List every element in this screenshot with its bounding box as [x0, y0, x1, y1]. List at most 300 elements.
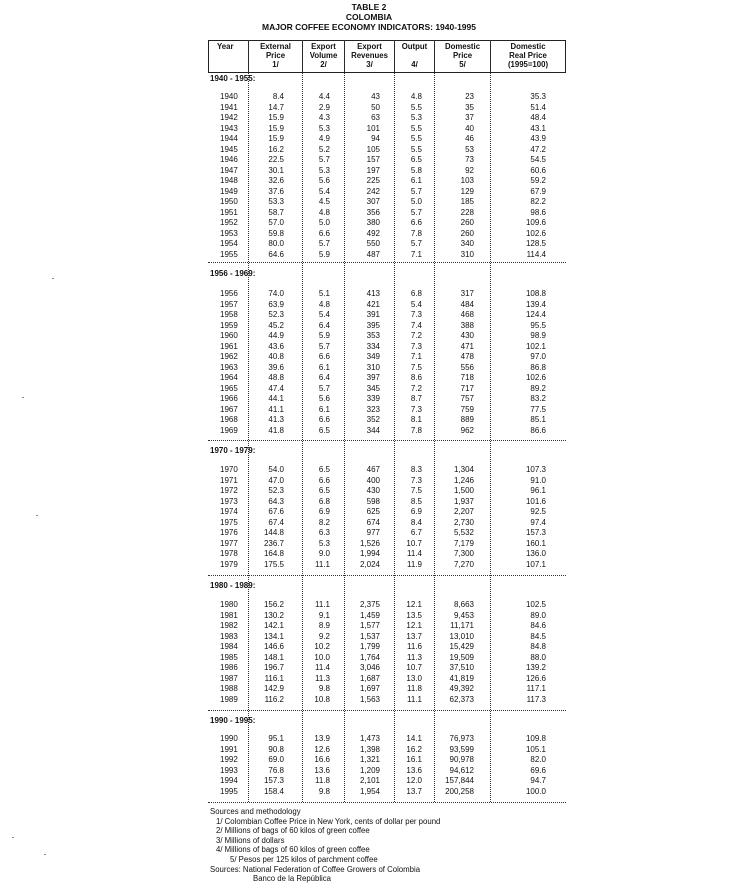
cell-domestic-price: 23 — [465, 92, 474, 101]
table-row — [208, 208, 566, 219]
cell-external-price: 53.3 — [268, 197, 284, 206]
cell-domestic-real-price: 139.2 — [525, 663, 546, 672]
cell-domestic-price: 40 — [465, 123, 474, 133]
cell-year: 1947 — [220, 165, 238, 175]
cell-export-revenues: 413 — [366, 289, 380, 298]
cell-export-volume: 4.8 — [318, 299, 330, 309]
cell-export-volume: 6.5 — [318, 465, 330, 474]
cell-export-volume: 8.9 — [318, 621, 330, 630]
cell-domestic-price: 484 — [460, 299, 474, 309]
cell-domestic-real-price: 102.6 — [525, 228, 546, 238]
cell-domestic-price: 7,179 — [453, 538, 474, 548]
column-header-line — [395, 51, 434, 60]
table-row — [208, 239, 566, 250]
table-row — [208, 187, 566, 198]
cell-year: 1973 — [220, 496, 238, 506]
cell-domestic-real-price: 48.4 — [530, 113, 546, 122]
cell-external-price: 130.2 — [263, 610, 284, 620]
table-row — [208, 218, 566, 229]
column-header-line: Revenues — [351, 51, 388, 60]
cell-external-price: 39.6 — [268, 362, 284, 372]
cell-year: 1972 — [220, 486, 238, 495]
cell-year: 1940 — [220, 92, 238, 101]
section-divider — [208, 262, 566, 263]
column-rule — [302, 40, 303, 802]
section-divider — [208, 440, 566, 441]
column-header-line: Domestic — [444, 42, 481, 51]
table-row — [208, 642, 566, 653]
column-header-export-volume — [303, 41, 345, 72]
cell-domestic-real-price: 107.1 — [525, 559, 546, 569]
cell-domestic-price: 310 — [460, 249, 474, 259]
cell-output: 6.7 — [410, 528, 422, 537]
cell-export-revenues: 1,577 — [359, 621, 380, 630]
cell-domestic-price: 556 — [460, 362, 474, 372]
table-row — [208, 176, 566, 187]
cell-external-price: 44.1 — [268, 394, 284, 403]
cell-domestic-real-price: 157.3 — [525, 528, 546, 537]
cell-domestic-price: 49,392 — [449, 684, 474, 693]
cell-output: 5.0 — [410, 197, 422, 206]
cell-export-volume: 6.6 — [318, 228, 330, 238]
cell-year: 1980 — [220, 600, 238, 609]
cell-domestic-price: 1,500 — [453, 486, 474, 495]
cell-domestic-real-price: 107.3 — [525, 465, 546, 474]
cell-external-price: 15.9 — [268, 134, 284, 143]
cell-output: 7.3 — [410, 310, 422, 319]
cell-output: 5.5 — [410, 102, 422, 112]
cell-export-volume: 9.0 — [318, 549, 330, 558]
cell-export-volume: 6.9 — [318, 507, 330, 516]
cell-export-revenues: 1,473 — [359, 734, 380, 743]
cell-output: 11.1 — [407, 694, 422, 704]
cell-output: 11.6 — [407, 642, 422, 651]
cell-year: 1967 — [220, 404, 238, 414]
cell-domestic-real-price: 92.5 — [530, 507, 546, 516]
cell-external-price: 43.6 — [268, 341, 284, 351]
cell-external-price: 30.1 — [268, 165, 284, 175]
cell-export-revenues: 1,321 — [359, 755, 380, 764]
period-rows — [208, 600, 566, 705]
cell-export-revenues: 339 — [366, 394, 380, 403]
cell-export-volume: 2.9 — [318, 102, 330, 112]
cell-output: 16.1 — [406, 755, 422, 764]
cell-output: 8.1 — [410, 415, 422, 424]
cell-output: 6.9 — [410, 507, 422, 516]
cell-output: 7.1 — [410, 249, 422, 259]
table-row — [208, 342, 566, 353]
cell-export-volume: 5.7 — [318, 239, 330, 248]
cell-domestic-real-price: 85.1 — [530, 415, 546, 424]
cell-domestic-price: 228 — [460, 207, 474, 217]
cell-export-volume: 5.6 — [318, 394, 330, 403]
cell-export-volume: 6.3 — [318, 528, 330, 537]
cell-export-volume: 6.1 — [318, 404, 330, 414]
cell-export-revenues: 356 — [366, 207, 380, 217]
note-3: 3/ Millions of dollars — [216, 835, 285, 845]
cell-year: 1982 — [220, 621, 238, 630]
cell-export-volume: 5.7 — [318, 341, 330, 351]
cell-external-price: 41.8 — [268, 425, 284, 435]
cell-export-revenues: 105 — [366, 144, 380, 154]
cell-domestic-real-price: 109.6 — [525, 218, 546, 227]
cell-year: 1993 — [220, 765, 238, 775]
notes-heading: Sources and methodology — [210, 807, 301, 816]
column-rule — [490, 40, 491, 802]
cell-domestic-price: 260 — [460, 228, 474, 238]
cell-domestic-real-price: 94.7 — [530, 776, 546, 785]
cell-domestic-real-price: 84.5 — [530, 631, 546, 641]
note-5: 5/ Pesos per 125 kilos of parchment coffee — [230, 854, 378, 864]
cell-domestic-price: 260 — [460, 218, 474, 227]
cell-export-revenues: 1,459 — [359, 610, 380, 620]
cell-export-revenues: 43 — [371, 92, 380, 101]
cell-domestic-real-price: 114.4 — [526, 249, 546, 259]
cell-year: 1962 — [220, 352, 238, 361]
cell-export-volume: 6.4 — [318, 320, 330, 330]
period-rows — [208, 289, 566, 436]
cell-domestic-real-price: 59.2 — [530, 176, 546, 185]
cell-domestic-real-price: 102.5 — [525, 600, 546, 609]
cell-external-price: 80.0 — [268, 239, 284, 248]
scan-speck — [44, 854, 46, 855]
cell-export-volume: 5.2 — [318, 144, 330, 154]
cell-export-volume: 4.3 — [318, 113, 330, 122]
cell-export-volume: 6.1 — [318, 362, 330, 372]
cell-export-revenues: 225 — [366, 176, 380, 185]
table-row — [208, 684, 566, 695]
table-row — [208, 145, 566, 156]
cell-year: 1971 — [220, 475, 238, 485]
table-row — [208, 310, 566, 321]
cell-output: 11.3 — [407, 652, 422, 662]
cell-output: 7.2 — [410, 331, 422, 340]
cell-export-revenues: 1,764 — [359, 652, 380, 662]
cell-export-revenues: 1,954 — [359, 786, 380, 796]
table-row — [208, 405, 566, 416]
cell-export-revenues: 1,398 — [359, 744, 380, 754]
cell-output: 5.7 — [410, 239, 422, 248]
column-header-line: 4/ — [411, 60, 418, 69]
cell-domestic-price: 73 — [465, 155, 474, 164]
cell-year: 1979 — [220, 559, 238, 569]
period-label: 1956 - 1969: — [210, 269, 256, 278]
cell-domestic-price: 1,246 — [453, 475, 474, 485]
cell-external-price: 8.4 — [272, 92, 284, 101]
cell-external-price: 32.6 — [268, 176, 284, 185]
column-header-line: (1995=100) — [507, 60, 549, 69]
cell-output: 13.6 — [406, 765, 422, 775]
cell-output: 7.3 — [410, 404, 422, 414]
cell-export-volume: 11.1 — [315, 559, 330, 569]
cell-output: 7.2 — [410, 383, 422, 393]
cell-export-revenues: 2,375 — [359, 600, 380, 609]
cell-output: 12.1 — [406, 621, 422, 630]
cell-domestic-price: 2,207 — [453, 507, 474, 516]
table-row — [208, 321, 566, 332]
cell-external-price: 52.3 — [268, 310, 284, 319]
cell-external-price: 116.2 — [264, 694, 284, 704]
cell-export-revenues: 1,537 — [359, 631, 380, 641]
cell-external-price: 142.1 — [263, 621, 284, 630]
cell-year: 1975 — [220, 517, 238, 527]
cell-domestic-real-price: 101.6 — [525, 496, 546, 506]
table-row — [208, 363, 566, 374]
cell-domestic-real-price: 82.0 — [530, 755, 546, 764]
scan-speck — [52, 278, 54, 279]
table-row — [208, 197, 566, 208]
column-header-line: 1/ — [272, 60, 279, 69]
period-rows — [208, 465, 566, 570]
cell-external-price: 67.6 — [268, 507, 284, 516]
cell-domestic-price: 1,937 — [453, 496, 474, 506]
cell-export-revenues: 50 — [371, 102, 380, 112]
cell-output: 5.7 — [410, 207, 422, 217]
cell-export-revenues: 3,046 — [359, 663, 380, 672]
cell-domestic-price: 2,730 — [453, 517, 474, 527]
cell-output: 8.6 — [410, 373, 422, 382]
cell-output: 4.8 — [410, 92, 422, 101]
column-header-line — [217, 51, 248, 60]
cell-year: 1977 — [220, 538, 238, 548]
table-row — [208, 560, 566, 571]
cell-domestic-real-price: 89.0 — [530, 610, 546, 620]
cell-output: 16.2 — [406, 744, 422, 754]
period-rows — [208, 734, 566, 797]
cell-output: 7.5 — [410, 486, 422, 495]
cell-export-volume: 6.6 — [318, 415, 330, 424]
cell-export-revenues: 242 — [366, 186, 380, 196]
cell-year: 1961 — [220, 341, 238, 351]
table-row — [208, 134, 566, 145]
column-header-line: Real Price — [509, 51, 547, 60]
cell-export-revenues: 430 — [366, 486, 380, 495]
cell-export-volume: 9.8 — [318, 786, 330, 796]
column-header-line: Price — [452, 51, 473, 60]
cell-external-price: 47.4 — [268, 383, 284, 393]
cell-external-price: 58.7 — [268, 207, 284, 217]
cell-domestic-real-price: 102.6 — [525, 373, 546, 382]
cell-export-volume: 10.2 — [314, 642, 330, 651]
cell-year: 1990 — [220, 734, 238, 743]
column-header-domestic-price — [435, 41, 491, 72]
cell-domestic-real-price: 54.5 — [530, 155, 546, 164]
cell-export-revenues: 977 — [366, 528, 380, 537]
cell-export-revenues: 598 — [366, 496, 380, 506]
section-divider — [208, 575, 566, 576]
cell-domestic-price: 8,663 — [453, 600, 474, 609]
cell-domestic-price: 46 — [465, 134, 474, 143]
cell-export-volume: 4.9 — [318, 134, 330, 143]
column-header-external-price — [249, 41, 303, 72]
cell-domestic-price: 471 — [460, 341, 474, 351]
cell-external-price: 15.9 — [268, 123, 284, 133]
cell-export-revenues: 492 — [366, 228, 380, 238]
cell-domestic-price: 129 — [460, 186, 474, 196]
cell-domestic-price: 13,010 — [449, 631, 474, 641]
cell-domestic-price: 53 — [465, 144, 474, 154]
table-row — [208, 394, 566, 405]
cell-output: 11.4 — [407, 549, 422, 558]
table-row — [208, 653, 566, 664]
cell-domestic-real-price: 77.5 — [530, 404, 546, 414]
cell-external-price: 156.2 — [263, 600, 284, 609]
cell-export-revenues: 625 — [366, 507, 380, 516]
cell-export-revenues: 345 — [366, 383, 380, 393]
cell-export-revenues: 395 — [366, 320, 380, 330]
cell-external-price: 134.1 — [263, 631, 284, 641]
cell-year: 1952 — [220, 218, 238, 227]
cell-year: 1966 — [220, 394, 238, 403]
cell-year: 1995 — [220, 786, 238, 796]
cell-domestic-price: 157,844 — [445, 776, 474, 785]
cell-export-volume: 12.6 — [314, 744, 330, 754]
cell-domestic-real-price: 102.1 — [525, 341, 546, 351]
cell-domestic-real-price: 139.4 — [525, 299, 546, 309]
table-title — [0, 2, 738, 32]
cell-output: 7.5 — [410, 362, 422, 372]
cell-export-revenues: 391 — [366, 310, 380, 319]
table-row — [208, 92, 566, 103]
cell-domestic-real-price: 96.1 — [530, 486, 546, 495]
cell-output: 5.5 — [410, 134, 422, 143]
cell-domestic-real-price: 89.2 — [530, 383, 546, 393]
cell-export-volume: 6.8 — [318, 496, 330, 506]
cell-output: 8.3 — [410, 465, 422, 474]
cell-export-volume: 10.8 — [314, 694, 330, 704]
cell-export-revenues: 323 — [366, 404, 380, 414]
table-row — [208, 166, 566, 177]
cell-export-revenues: 334 — [366, 341, 380, 351]
cell-domestic-price: 93,599 — [449, 744, 474, 754]
cell-export-revenues: 397 — [366, 373, 380, 382]
cell-external-price: 144.8 — [263, 528, 284, 537]
cell-year: 1978 — [220, 549, 238, 558]
cell-external-price: 47.0 — [268, 475, 284, 485]
cell-year: 1994 — [220, 776, 238, 785]
cell-export-volume: 4.8 — [318, 207, 330, 217]
cell-output: 7.8 — [410, 425, 422, 435]
period-label: 1990 - 1995: — [210, 716, 256, 725]
cell-domestic-price: 759 — [460, 404, 474, 414]
cell-output: 8.7 — [410, 394, 422, 403]
cell-year: 1958 — [220, 310, 238, 319]
cell-output: 8.4 — [410, 517, 422, 527]
cell-year: 1969 — [220, 425, 238, 435]
cell-domestic-real-price: 82.2 — [530, 197, 546, 206]
column-header-domestic-real-price — [491, 41, 565, 72]
table-row — [208, 776, 566, 787]
table-row — [208, 415, 566, 426]
column-rule — [248, 40, 249, 802]
cell-external-price: 90.8 — [268, 744, 284, 754]
column-header-year — [209, 41, 249, 72]
table-row — [208, 600, 566, 611]
column-header-line: Domestic — [510, 42, 546, 51]
cell-external-price: 175.5 — [263, 559, 284, 569]
cell-domestic-price: 200,258 — [445, 786, 474, 796]
cell-export-revenues: 101 — [366, 123, 380, 133]
cell-export-revenues: 421 — [366, 299, 380, 309]
cell-year: 1991 — [220, 744, 238, 754]
cell-year: 1984 — [220, 642, 238, 651]
cell-external-price: 15.9 — [268, 113, 284, 122]
cell-domestic-real-price: 91.0 — [530, 475, 546, 485]
cell-year: 1948 — [220, 176, 238, 185]
cell-export-revenues: 353 — [366, 331, 380, 340]
cell-export-volume: 5.7 — [318, 383, 330, 393]
table-row — [208, 384, 566, 395]
cell-external-price: 48.8 — [268, 373, 284, 382]
cell-export-volume: 11.4 — [315, 663, 330, 672]
cell-domestic-price: 7,270 — [453, 559, 474, 569]
table-header — [208, 40, 566, 73]
cell-output: 5.4 — [410, 299, 422, 309]
cell-external-price: 59.8 — [268, 228, 284, 238]
cell-export-revenues: 63 — [371, 113, 380, 122]
cell-year: 1986 — [220, 663, 238, 672]
cell-export-revenues: 400 — [366, 475, 380, 485]
cell-export-revenues: 674 — [366, 517, 380, 527]
cell-export-volume: 6.6 — [318, 352, 330, 361]
cell-export-revenues: 1,526 — [359, 538, 380, 548]
cell-year: 1959 — [220, 320, 238, 330]
cell-export-volume: 4.5 — [318, 197, 330, 206]
cell-year: 1976 — [220, 528, 238, 537]
section-divider — [208, 802, 566, 803]
cell-export-volume: 4.4 — [318, 92, 330, 101]
column-rule — [344, 40, 345, 802]
column-header-export-revenues — [345, 41, 395, 72]
table-row — [208, 497, 566, 508]
cell-export-revenues: 197 — [366, 165, 380, 175]
table-row — [208, 755, 566, 766]
cell-export-revenues: 1,687 — [359, 673, 380, 683]
cell-external-price: 16.2 — [268, 144, 284, 154]
cell-output: 13.5 — [406, 610, 422, 620]
cell-domestic-real-price: 47.2 — [530, 144, 546, 154]
cell-year: 1992 — [220, 755, 238, 764]
cell-domestic-price: 962 — [460, 425, 474, 435]
cell-year: 1988 — [220, 684, 238, 693]
cell-domestic-price: 340 — [460, 239, 474, 248]
cell-export-volume: 11.8 — [315, 776, 330, 785]
cell-export-volume: 16.6 — [314, 755, 330, 764]
cell-export-volume: 5.3 — [318, 538, 330, 548]
cell-output: 6.6 — [410, 218, 422, 227]
table-row — [208, 113, 566, 124]
cell-output: 7.1 — [410, 352, 422, 361]
cell-year: 1941 — [220, 102, 238, 112]
table-row — [208, 373, 566, 384]
table-row — [208, 674, 566, 685]
cell-external-price: 74.0 — [268, 289, 284, 298]
cell-output: 12.0 — [406, 776, 422, 785]
cell-external-price: 44.9 — [268, 331, 284, 340]
table-row — [208, 632, 566, 643]
cell-export-revenues: 307 — [366, 197, 380, 206]
cell-year: 1963 — [220, 362, 238, 372]
table-row — [208, 124, 566, 135]
table-row — [208, 300, 566, 311]
cell-export-revenues: 380 — [366, 218, 380, 227]
table-row — [208, 250, 566, 261]
cell-domestic-real-price: 97.0 — [530, 352, 546, 361]
cell-year: 1945 — [220, 144, 238, 154]
cell-year: 1946 — [220, 155, 238, 164]
cell-export-volume: 10.0 — [314, 652, 330, 662]
cell-year: 1954 — [220, 239, 238, 248]
